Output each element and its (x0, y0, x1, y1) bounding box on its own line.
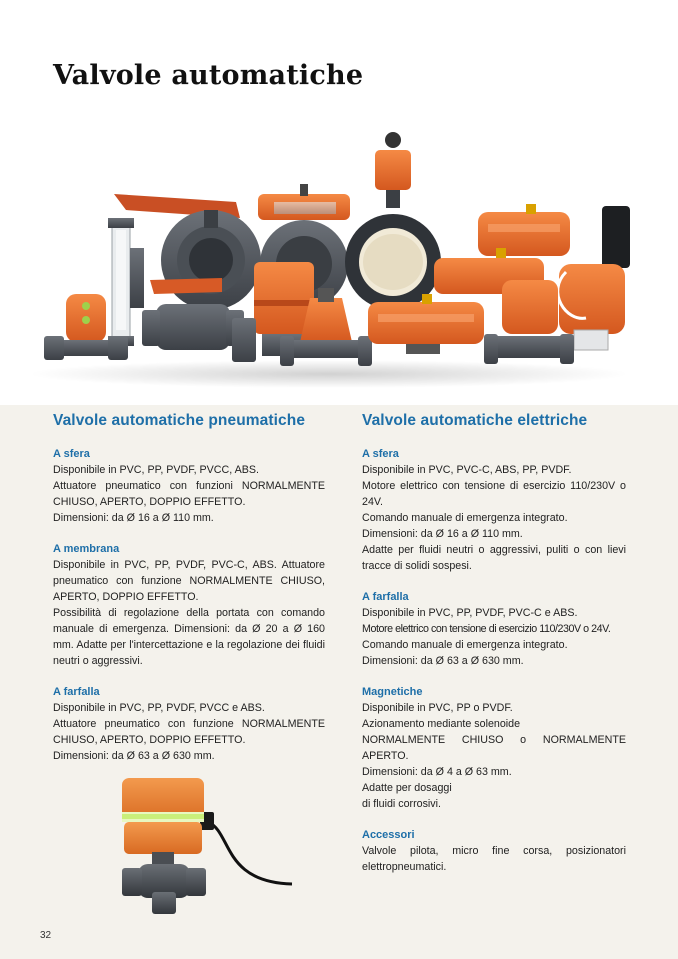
body-line: Disponibile in PVC, PVC-C, ABS, PP, PVDF. (362, 464, 572, 476)
body-line: Disponibile in PVC, PP o PVDF. (362, 702, 513, 714)
body-line: Comando manuale di emergenza integrato. (362, 639, 568, 651)
body-line: Disponibile in PVC, PP, PVDF, PVC-C e ABS. (362, 607, 578, 619)
body-line: Attuatore pneumatico con funzione NORMALMENTE CHIUSO, APERTO, DOPPIO EFFETTO. (53, 718, 325, 746)
section-body (53, 557, 325, 669)
section-body (362, 700, 626, 812)
pneumatic-ball-section (53, 446, 325, 526)
valves-product-photo (26, 122, 632, 390)
section-title: A farfalla (362, 591, 409, 603)
body-line: Disponibile in PVC, PP, PVDF, PVCC e ABS. (53, 702, 265, 714)
body-line: Dimensioni: da Ø 63 a Ø 630 mm. (362, 655, 524, 667)
electric-ball-valve-photo (112, 772, 302, 922)
body-line: Dimensioni: da Ø 16 a Ø 110 mm. (53, 512, 214, 524)
body-line: Motore elettrico con tensione di esercizio 110/230V o 24V. (362, 623, 611, 635)
body-line: NORMALMENTE CHIUSO o NORMALMENTE APERTO. (362, 734, 626, 762)
body-line: Comando manuale di emergenza integrato. (362, 512, 568, 524)
section-title: A sfera (53, 448, 90, 460)
body-line: Adatte per fluidi neutri o aggressivi, puliti o con lievi tracce di solidi sospesi. (362, 544, 626, 572)
section-title: Accessori (362, 829, 415, 841)
body-line: Valvole pilota, micro fine corsa, posizionatori elettropneumatici. (362, 845, 626, 873)
body-line: Motore elettrico con tensione di esercizio 110/230V o 24V. (362, 480, 626, 508)
electric-valves-heading: Valvole automatiche elettriche (362, 412, 588, 429)
pneumatic-diaphragm-section (53, 541, 325, 669)
magnetic-section (362, 684, 626, 812)
section-body (53, 462, 325, 526)
body-line: Dimensioni: da Ø 16 a Ø 110 mm. (362, 528, 523, 540)
pneumatic-butterfly-section (53, 684, 325, 764)
section-body (362, 462, 626, 574)
electric-ball-section (362, 446, 626, 574)
section-body (362, 605, 626, 669)
section-title: Magnetiche (362, 686, 423, 698)
section-title: A farfalla (53, 686, 100, 698)
body-line: Disponibile in PVC, PP, PVDF, PVC-C, ABS. Attuatore pneumatico con funzione NORMALMENTE CHIUSO, APERTO, DOPPIO EFFETTO. (53, 559, 325, 603)
electric-butterfly-section (362, 589, 626, 669)
page-title: Valvole automatiche (53, 60, 364, 91)
pneumatic-valves-column (53, 412, 325, 779)
pneumatic-valves-heading: Valvole automatiche pneumatiche (53, 412, 306, 429)
section-title: A sfera (362, 448, 399, 460)
accessories-section (362, 827, 626, 875)
body-line: Dimensioni: da Ø 63 a Ø 630 mm. (53, 750, 215, 762)
section-body (362, 843, 626, 875)
body-line: Disponibile in PVC, PP, PVDF, PVCC, ABS. (53, 464, 259, 476)
page-number: 32 (40, 930, 52, 941)
section-title: A membrana (53, 543, 120, 555)
electric-valves-column (362, 412, 626, 890)
body-line: Adatte per dosaggi (362, 782, 452, 794)
body-line: di fluidi corrosivi. (362, 798, 441, 810)
section-body (53, 700, 325, 764)
body-line: Attuatore pneumatico con funzioni NORMALMENTE CHIUSO, APERTO, DOPPIO EFFETTO. (53, 480, 325, 508)
body-line: Dimensioni: da Ø 4 a Ø 63 mm. (362, 766, 512, 778)
body-line: Possibilità di regolazione della portata con comando manuale di emergenza. Dimensioni: da Ø 20 a Ø 160 mm. Adatte per l'intercettazione e la regolazione dei fluidi neutri o aggressivi. (53, 607, 325, 667)
body-line: Azionamento mediante solenoide (362, 718, 521, 730)
